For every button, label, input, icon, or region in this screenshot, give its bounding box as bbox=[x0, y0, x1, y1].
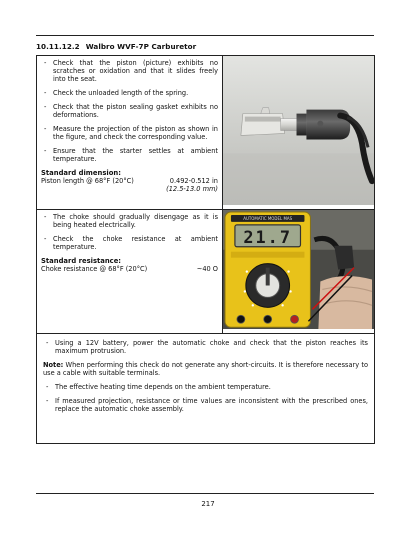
note-label: Note: bbox=[43, 361, 64, 370]
piston-photo-cell bbox=[223, 56, 375, 210]
list-item: - Check that the piston sealing gasket exhibits no deformations. bbox=[41, 103, 218, 119]
multimeter-photo bbox=[223, 210, 374, 329]
list-item: - Check the unloaded length of the spring. bbox=[41, 89, 218, 97]
list-item: - If measured projection, resistance or time values are inconsistent with the prescribed ones, replace the automatic choke assembly. bbox=[43, 397, 368, 413]
meter-brand: AUTOMATIC MODEL MAS bbox=[243, 216, 293, 222]
spec-row bbox=[41, 177, 218, 185]
spec-value: ~40 O bbox=[196, 265, 218, 273]
meter-reading: 21.7 bbox=[243, 226, 293, 247]
table-row bbox=[37, 56, 375, 210]
spec-label: Piston length @ 68°F (20°C) bbox=[41, 177, 134, 185]
list-item: - Ensure that the starter settles at ambient temperature. bbox=[41, 147, 218, 163]
spec-label: Choke resistance @ 68°F (20°C) bbox=[41, 265, 148, 273]
list-item: - Using a 12V battery, power the automatic choke and check that the piston reaches its maximum protrusion. bbox=[43, 339, 368, 355]
note-text: When performing this check do not generate any short-circuits. It is therefore necessary to use a cable with suitable terminals. bbox=[43, 361, 368, 378]
bottom-rule bbox=[36, 493, 374, 494]
battery-check-text bbox=[37, 334, 375, 444]
page-number: 217 bbox=[201, 500, 215, 508]
list-item: - The choke should gradually disengage as it is being heated electrically. bbox=[41, 213, 218, 229]
spec-heading: Standard dimension: bbox=[41, 169, 121, 177]
list-item: - Check that the piston (picture) exhibits no scratches or oxidation and that it slides freely into the seat. bbox=[41, 59, 218, 83]
list-item: - Measure the projection of the piston as shown in the figure, and check the corresponding value. bbox=[41, 125, 218, 141]
spec-heading: Standard resistance: bbox=[41, 257, 122, 265]
table-row bbox=[37, 210, 375, 334]
spec-value-metric: (12.5-13.0 mm) bbox=[166, 185, 218, 193]
piston-photo bbox=[223, 56, 374, 205]
section-heading bbox=[36, 42, 196, 51]
spec-value: 0.492-0.512 in bbox=[169, 177, 218, 185]
procedure-table bbox=[36, 55, 375, 444]
piston-check-text bbox=[37, 56, 223, 210]
choke-check-text bbox=[37, 210, 223, 334]
top-rule bbox=[36, 35, 374, 36]
table-row bbox=[37, 334, 375, 444]
multimeter-photo-cell bbox=[223, 210, 375, 334]
note bbox=[43, 361, 368, 377]
spec-row bbox=[41, 265, 218, 273]
list-item: - Check the choke resistance at ambient temperature. bbox=[41, 235, 218, 251]
section-number: 10.11.12.2 bbox=[36, 42, 80, 51]
section-title: Walbro WVF-7P Carburetor bbox=[85, 42, 197, 51]
list-item: - The effective heating time depends on the ambient temperature. bbox=[43, 383, 368, 391]
